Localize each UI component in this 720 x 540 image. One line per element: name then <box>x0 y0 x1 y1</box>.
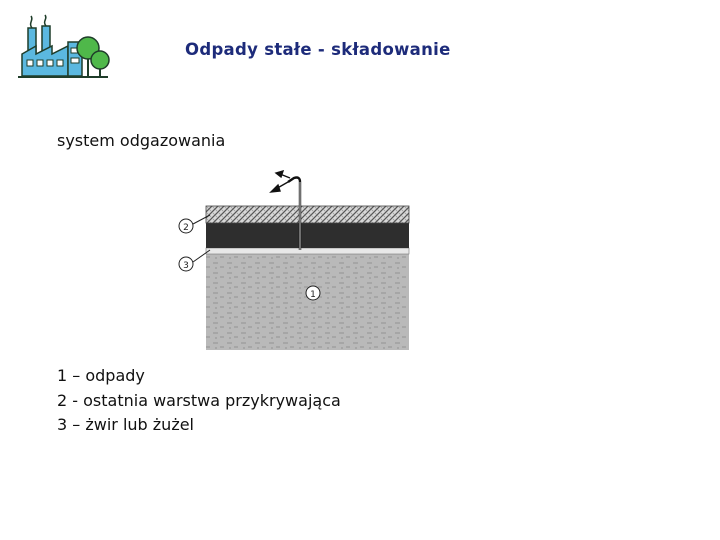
legend-item: 1 – odpady <box>57 366 145 385</box>
waste-layer <box>206 254 409 350</box>
gas-arrows-icon <box>271 171 290 192</box>
legend <box>57 364 341 438</box>
section-subtitle: system odgazowania <box>57 131 226 150</box>
marker-1-label: 1 <box>310 290 316 300</box>
legend-item: 2 - ostatnia warstwa przykrywająca <box>57 390 341 410</box>
top-hatched-layer <box>206 206 409 223</box>
marker-3-label: 3 <box>183 261 189 271</box>
legend-item: 3 – żwir lub żużel <box>57 415 194 434</box>
final-cover-layer <box>206 223 409 248</box>
landfill-cross-section-diagram <box>170 170 415 355</box>
gravel-layer <box>206 248 409 254</box>
factory-icon <box>14 14 110 84</box>
page-title: Odpady stałe - składowanie <box>185 40 451 59</box>
marker-2-label: 2 <box>183 223 189 233</box>
